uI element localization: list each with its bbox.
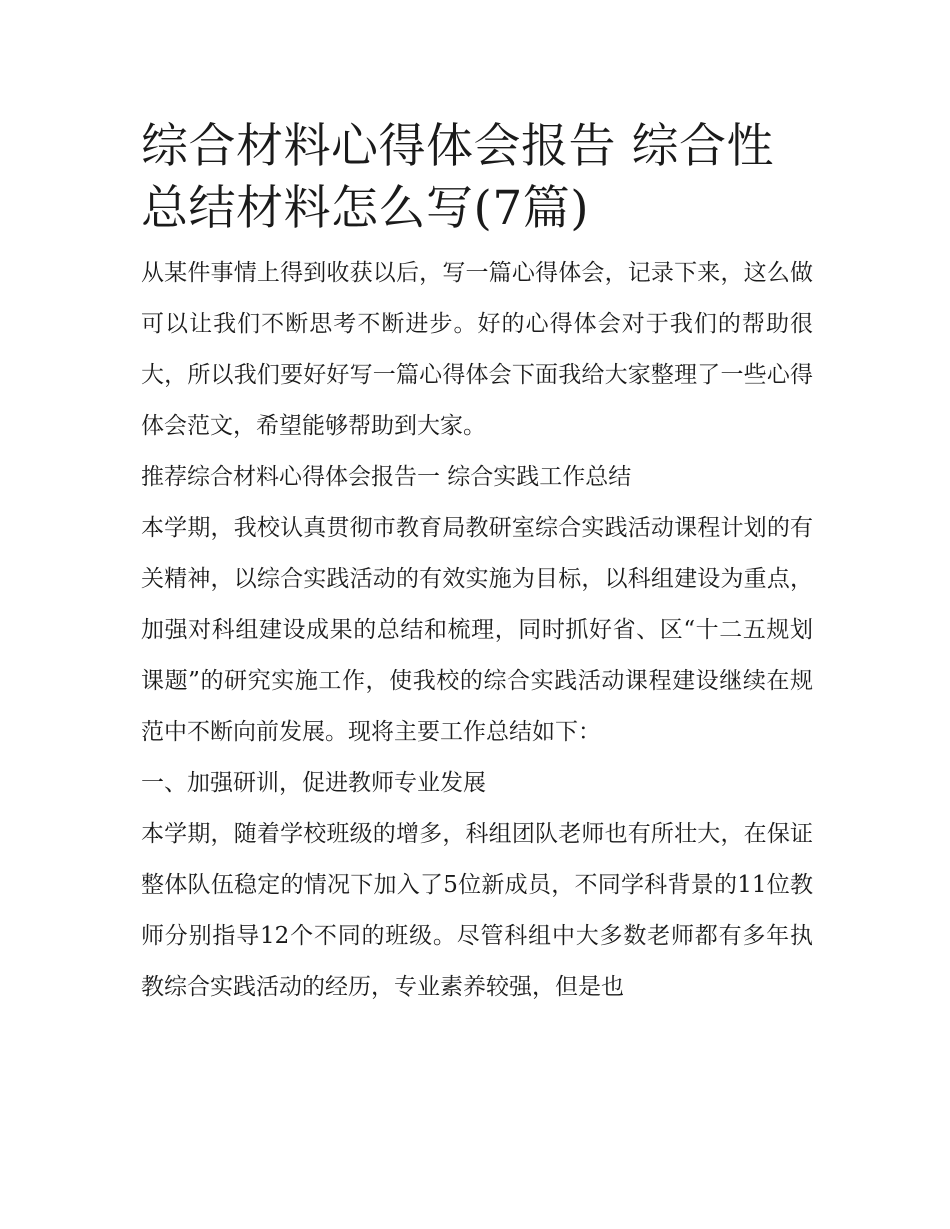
subsection-heading: 一、加强研训，促进教师专业发展 [141, 770, 486, 796]
document-body [141, 116, 813, 1013]
section-heading: 推荐综合材料心得体会报告一 综合实践工作总结 [141, 464, 632, 490]
intro-paragraph: 从某件事情上得到收获以后，写一篇心得体会，记录下来，这么做可以让我们不断思考不断进步。好的心得体会对于我们的帮助很大，所以我们要好好写一篇心得体会下面我给大家整理了一些心得体会范文，希望能够帮助到大家。 [141, 260, 813, 439]
document-title: 综合材料心得体会报告 综合性总结材料怎么写(7篇) [141, 119, 774, 236]
section-paragraph: 本学期，我校认真贯彻市教育局教研室综合实践活动课程计划的有关精神，以综合实践活动的有效实施为目标，以科组建设为重点，加强对科组建设成果的总结和梳理，同时抓好省、区“十二五规划课题”的研究实施工作，使我校的综合实践活动课程建设继续在规范中不断向前发展。现将主要工作总结如下： [141, 515, 813, 745]
subsection-paragraph: 本学期，随着学校班级的增多，科组团队老师也有所壮大，在保证整体队伍稳定的情况下加入了5位新成员，不同学科背景的11位教师分别指导12个不同的班级。尽管科组中大多数老师都有多年执教综合实践活动的经历，专业素养较强，但是也 [141, 821, 813, 1000]
